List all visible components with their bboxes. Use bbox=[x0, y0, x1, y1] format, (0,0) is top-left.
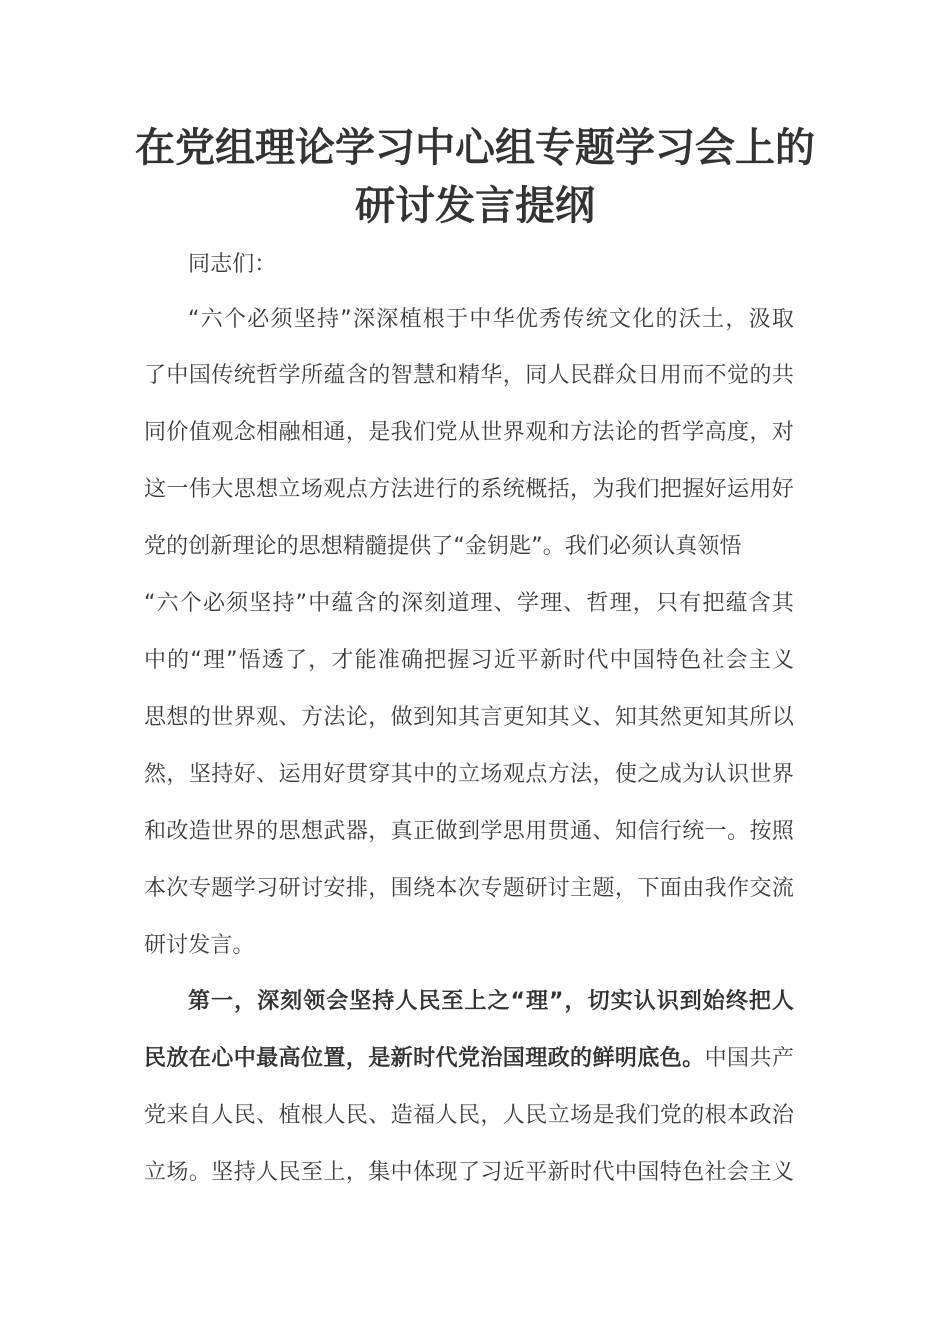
paragraph-1-line: “六个必须坚持”中蕴含的深刻道理、学理、哲理，只有把蕴含其 bbox=[144, 591, 794, 616]
paragraph-1-line: 了中国传统哲学所蕴含的智慧和精华，同人民群众日用而不觉的共 bbox=[144, 363, 794, 388]
paragraph-2-heading-line: 第一，深刻领会坚持人民至上之“理”，切实认识到始终把人 bbox=[188, 989, 794, 1014]
paragraph-1-line: 党的创新理论的思想精髓提供了“金钥匙”。我们必须认真领悟 bbox=[144, 534, 742, 559]
paragraph-2-line: 党来自人民、植根人民、造福人民，人民立场是我们党的根本政治 bbox=[144, 1103, 794, 1128]
paragraph-1-line: 思想的世界观、方法论，做到知其言更知其义、知其然更知其所以 bbox=[144, 705, 794, 730]
paragraph-1-line: “六个必须坚持”深深植根于中华优秀传统文化的沃土，汲取 bbox=[188, 307, 794, 332]
paragraph-1-line: 然，坚持好、运用好贯穿其中的立场观点方法，使之成为认识世界 bbox=[144, 762, 794, 787]
paragraph-2-mixed-line bbox=[144, 1044, 794, 1074]
paragraph-1-line: 和改造世界的思想武器，真正做到学思用贯通、知信行统一。按照 bbox=[144, 819, 794, 844]
document-title-line-1: 在党组理论学习中心组专题学习会上的 bbox=[135, 124, 815, 171]
paragraph-2-heading-tail: 民放在心中最高位置，是新时代党治国理政的鲜明底色。 bbox=[144, 1046, 705, 1071]
paragraph-1-line: 同价值观念相融相通，是我们党从世界观和方法论的哲学高度，对 bbox=[144, 420, 794, 445]
paragraph-2-line: 立场。坚持人民至上，集中体现了习近平新时代中国特色社会主义 bbox=[144, 1160, 794, 1185]
document-title-line-2: 研讨发言提纲 bbox=[355, 182, 595, 229]
paragraph-1-line: 这一伟大思想立场观点方法进行的系统概括，为我们把握好运用好 bbox=[144, 477, 794, 502]
paragraph-1-line: 中的“理”悟透了，才能准确把握习近平新时代中国特色社会主义 bbox=[144, 648, 794, 673]
paragraph-1-line: 研讨发言。 bbox=[144, 933, 255, 958]
paragraph-1-line: 本次专题学习研讨安排，围绕本次专题研讨主题，下面由我作交流 bbox=[144, 876, 794, 901]
paragraph-2-body-start: 中国共产 bbox=[704, 1046, 794, 1071]
salutation: 同志们： bbox=[188, 252, 277, 277]
